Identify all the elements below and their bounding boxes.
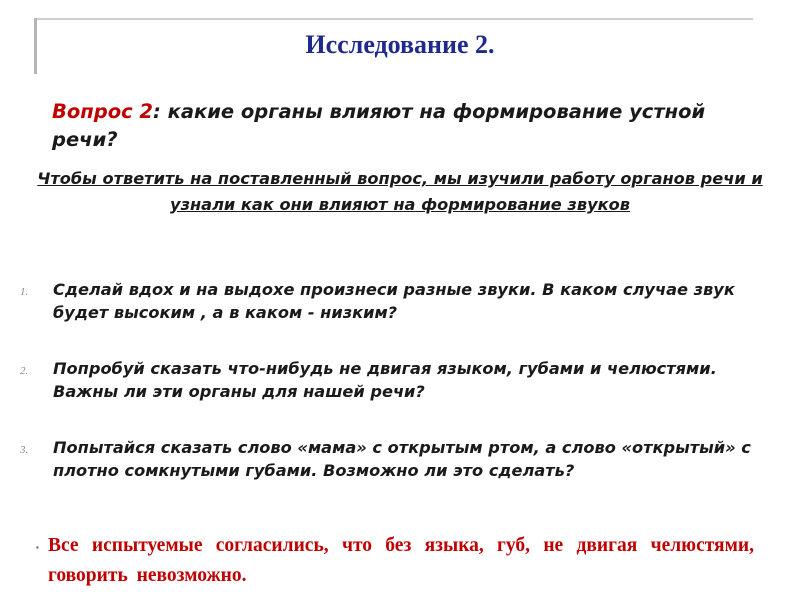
research-question [52,98,772,154]
task-number: 2. [20,365,29,377]
task-item-2 [18,357,778,403]
conclusion-text: Все испытуемые согласились, что без языка, губ, не двигая челюстями, говорить невозможно. [48,535,754,586]
task-item-3 [18,436,778,482]
slide-title: Исследование 2. [305,30,495,59]
task-number: 3. [20,444,29,456]
task-number: 1. [20,286,29,298]
task-text: Попробуй сказать что-нибудь не двигая языком, губами и челюстями. Важны ли эти органы для нашей речи? [53,359,717,401]
conclusion-bullet-icon: ▪ [36,543,39,552]
intro-paragraph: Чтобы ответить на поставленный вопрос, мы изучили работу органов речи и узнали как они влияют на формирование звуков [37,169,763,214]
task-item-1 [18,278,778,324]
task-text: Сделай вдох и на выдохе произнеси разные звуки. В каком случае звук будет высоким , а в каком - низким? [53,280,735,322]
title-frame-top-border [37,18,753,20]
task-list [18,278,778,515]
task-text: Попытайся сказать слово «мама» с открытым ртом, а слово «открытый» с плотно сомкнутыми губами. Возможно ли это сделать? [53,438,751,480]
question-prefix: Вопрос 2 [52,100,154,123]
question-text: : какие органы влияют на формирование устной речи? [52,100,706,151]
